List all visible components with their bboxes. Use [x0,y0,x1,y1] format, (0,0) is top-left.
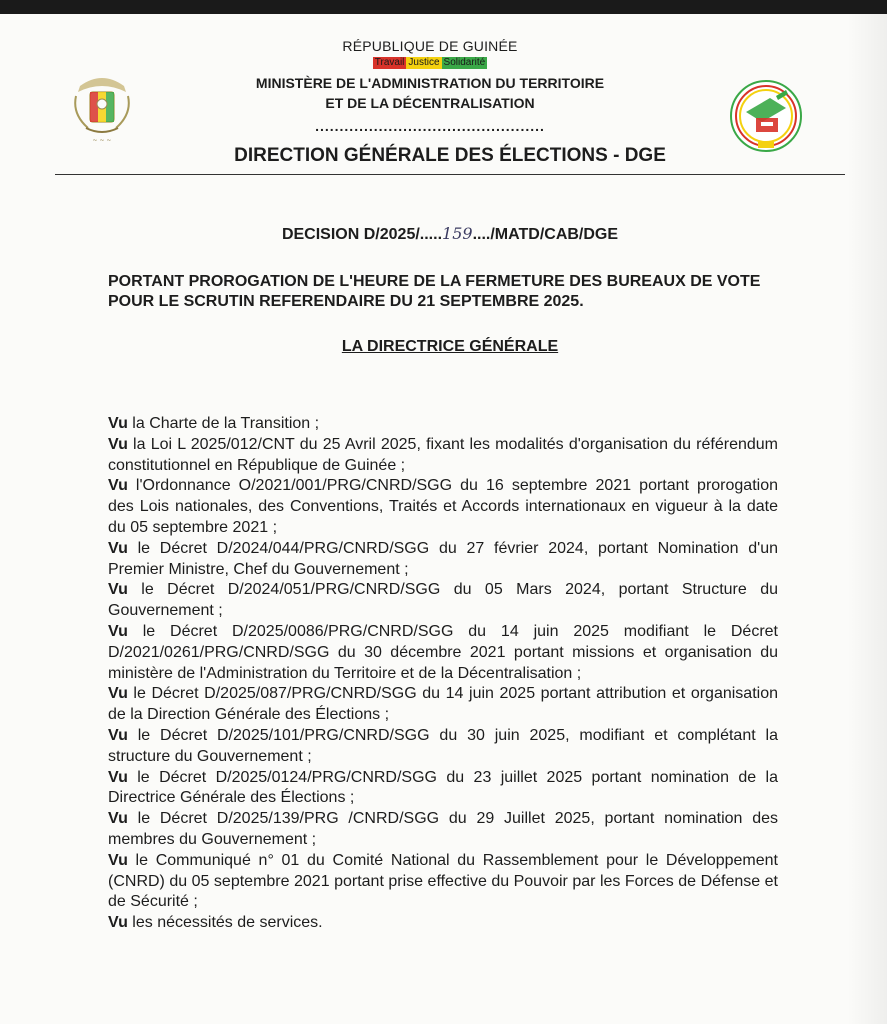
decision-prefix: DECISION D/2025/..... [281,226,443,243]
decision-suffix: ..../MATD/CAB/DGE [472,226,619,243]
decision-number: 159 [442,224,473,243]
decision-subject: PORTANT PROROGATION DE L'HEURE DE LA FERMETURE DES BUREAUX DE VOTE POUR LE SCRUTIN REFERENDAIRE DU 21 SEPTEMBRE 2025. [108,273,761,310]
visa-item [108,539,778,581]
document-page [0,14,887,1024]
visa-text: le Décret D/2024/051/PRG/CNRD/SGG du 05 Mars 2024, portant Structure du Gouvernement ; [108,581,778,620]
visa-item [108,435,778,477]
vu-label: Vu [108,726,128,744]
visa-text: la Loi L 2025/012/CNT du 25 Avril 2025, fixant les modalités d'organisation du référendum constitutionnel en République de Guinée ; [108,435,778,474]
visa-item [108,476,778,538]
vu-label: Vu [108,581,128,599]
ministry-line-1: MINISTÈRE DE L'ADMINISTRATION DU TERRITOIRE [255,75,605,91]
visa-text: le Décret D/2025/139/PRG /CNRD/SGG du 29 Juillet 2025, portant nomination des membres du Gouvernement ; [108,810,778,848]
directrice-heading: LA DIRECTRICE GÉNÉRALE [341,338,559,355]
vu-label: Vu [108,415,128,432]
motto-justice: Justice [408,57,440,68]
vu-label: Vu [108,810,128,828]
visa-text: le Décret D/2024/044/PRG/CNRD/SGG du 27 février 2024, portant Nomination d'un Premier Ministre, Chef du Gouvernement ; [108,539,778,578]
vu-label: Vu [108,685,128,703]
republic-name: RÉPUBLIQUE DE GUINÉE [342,38,518,54]
visa-text: le Décret D/2025/0124/PRG/CNRD/SGG du 23 juillet 2025 portant nomination de la Directrice Générale des Élections ; [108,768,778,807]
coat-of-arms-icon [66,66,138,148]
visa-text: les nécessités de services. [127,914,323,932]
decision-reference [120,224,780,244]
election-seal-icon [728,78,804,154]
dotted-separator: ............................................... [315,118,545,134]
visa-text: le Communiqué n° 01 du Comité National du Rassemblement pour le Développement (CNRD) du 05 septembre 2021 portant prise effective du Pouvoir par les Forces de Défense et de Sécurité ; [108,851,778,911]
vu-label: Vu [108,477,128,495]
visa-item [108,913,778,934]
visa-text: l'Ordonnance O/2021/001/PRG/CNRD/SGG du 16 septembre 2021 portant prorogation des Lois nationales, des Conventions, Traités et Accords internationaux en vigueur à la date du 05 septembre 2021 ; [108,477,778,536]
visa-text: le Décret D/2025/0086/PRG/CNRD/SGG du 14 juin 2025 modifiant le Décret D/2021/0261/PRG/CNRD/SGG du 30 décembre 2021 portant missions et organisation du ministère de l'Administration du Territoire et de la Décentralisation ; [108,622,778,682]
visa-item [108,809,778,851]
vu-label: Vu [108,539,128,557]
dge-title: DIRECTION GÉNÉRALE DES ÉLECTIONS - DGE [234,145,666,166]
vu-label: Vu [108,768,128,786]
national-motto [230,57,630,69]
motto-travail: Travail [374,57,405,68]
motto-solidarite: Solidarité [443,57,486,68]
vu-label: Vu [108,435,128,453]
letterhead [0,14,887,189]
vu-label: Vu [108,914,128,932]
header-divider [55,174,845,175]
vu-label: Vu [108,851,128,869]
visa-item [108,414,778,435]
visa-text: le Décret D/2025/101/PRG/CNRD/SGG du 30 juin 2025, modifiant et complétant la structure du Gouvernement ; [108,726,778,765]
svg-text:~ ~ ~: ~ ~ ~ [92,137,112,144]
visa-item [108,768,778,810]
visa-item [108,684,778,726]
visa-item [108,851,778,913]
visa-item [108,580,778,622]
visa-text: la Charte de la Transition ; [127,415,320,432]
ministry-line-2: ET DE LA DÉCENTRALISATION [325,95,535,111]
visa-item [108,622,778,684]
ministry-name [230,73,630,113]
vu-label: Vu [108,622,128,640]
visas-list [108,414,778,934]
page-shadow [847,14,887,1024]
visa-item [108,726,778,768]
visa-text: le Décret D/2025/087/PRG/CNRD/SGG du 14 juin 2025 portant attribution et organisation de la Direction Générale des Élections ; [108,685,778,724]
